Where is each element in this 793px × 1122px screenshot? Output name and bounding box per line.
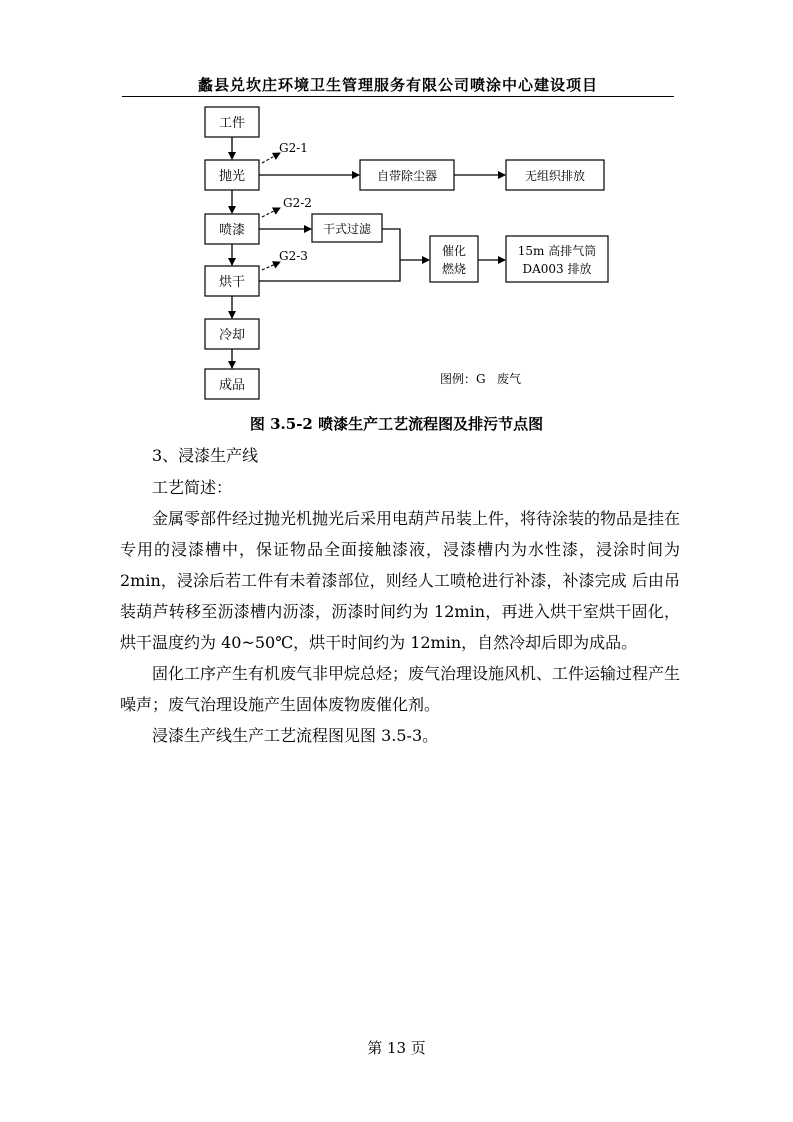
step-label-spray: 喷漆: [218, 223, 246, 238]
paragraph-figure-reference: 浸漆生产线生产工艺流程图见图 3.5-3。: [152, 726, 439, 745]
paragraph-pollutants: 固化工序产生有机废气非甲烷总烃；废气治理设施风机、工件运输过程产生噪声；废气治理设施产生固体废物废催化剂。: [120, 664, 681, 714]
diagram-legend: 图例：G 废气: [440, 372, 522, 386]
dry-filter-box: [312, 214, 382, 242]
step-box-dry: [205, 266, 259, 296]
stack-label-2: DA003 排放: [522, 262, 592, 276]
figure-caption: 图 3.5-2 喷漆生产工艺流程图及排污节点图: [249, 415, 544, 433]
connector-dry-filter: [382, 229, 400, 260]
exhaust-stack-box: [506, 236, 608, 282]
stack-label-1: 15m 高排气筒: [517, 244, 597, 258]
section-heading: 3、浸漆生产线: [152, 446, 259, 465]
emission-arrow-g2-1: [262, 153, 280, 163]
step-label-workpiece: 工件: [218, 116, 246, 131]
step-box-workpiece: [205, 107, 259, 137]
dry-filter-label: 干式过滤: [322, 222, 372, 236]
step-label-cool: 冷却: [218, 328, 246, 343]
emission-label-g2-3: G2-3: [279, 249, 308, 263]
catalytic-combustion-box: [430, 236, 478, 282]
paragraph-process-description: 金属零部件经过抛光机抛光后采用电葫芦吊装上件，将待涂装的物品是挂在专用的浸漆槽中，保证物品全面接触漆液，浸漆槽内为水性漆，浸涂时间为 2min，浸涂后若工件有未着漆部位，则经人工喷枪进行补漆，补漆完成 后由吊装葫芦转移至沥漆槽内沥漆，沥漆时间约为 12min，再进入烘干室烘干固化，烘干温度约为 40~50℃，烘干时间约为 12min，自然冷却后即为成品。: [120, 509, 681, 652]
emission-label-g2-1: G2-1: [279, 141, 308, 155]
unorganized-emission-label: 无组织排放: [524, 169, 586, 183]
step-label-product: 成品: [218, 378, 246, 393]
step-box-polish: [205, 160, 259, 190]
emission-arrow-g2-3: [262, 262, 280, 270]
step-label-polish: 抛光: [218, 169, 246, 184]
catalytic-label-2: 燃烧: [441, 262, 467, 276]
step-box-cool: [205, 319, 259, 349]
page-number: 第 13 页: [367, 1039, 426, 1057]
emission-label-g2-2: G2-2: [283, 196, 312, 210]
page-header: 蠡县兑坎庄环境卫生管理服务有限公司喷涂中心建设项目: [197, 76, 598, 94]
dust-collector-box: [360, 160, 454, 190]
catalytic-label-1: 催化: [441, 244, 467, 258]
process-flow-diagram: [0, 0, 793, 410]
emission-arrow-g2-2: [262, 208, 280, 217]
connector-dry: [259, 260, 400, 281]
process-subheading: 工艺简述：: [152, 478, 233, 497]
step-box-product: [205, 369, 259, 399]
unorganized-emission-box: [506, 160, 604, 190]
dust-collector-label: 自带除尘器: [376, 169, 438, 183]
step-box-spray: [205, 214, 259, 244]
step-label-dry: 烘干: [218, 275, 246, 290]
